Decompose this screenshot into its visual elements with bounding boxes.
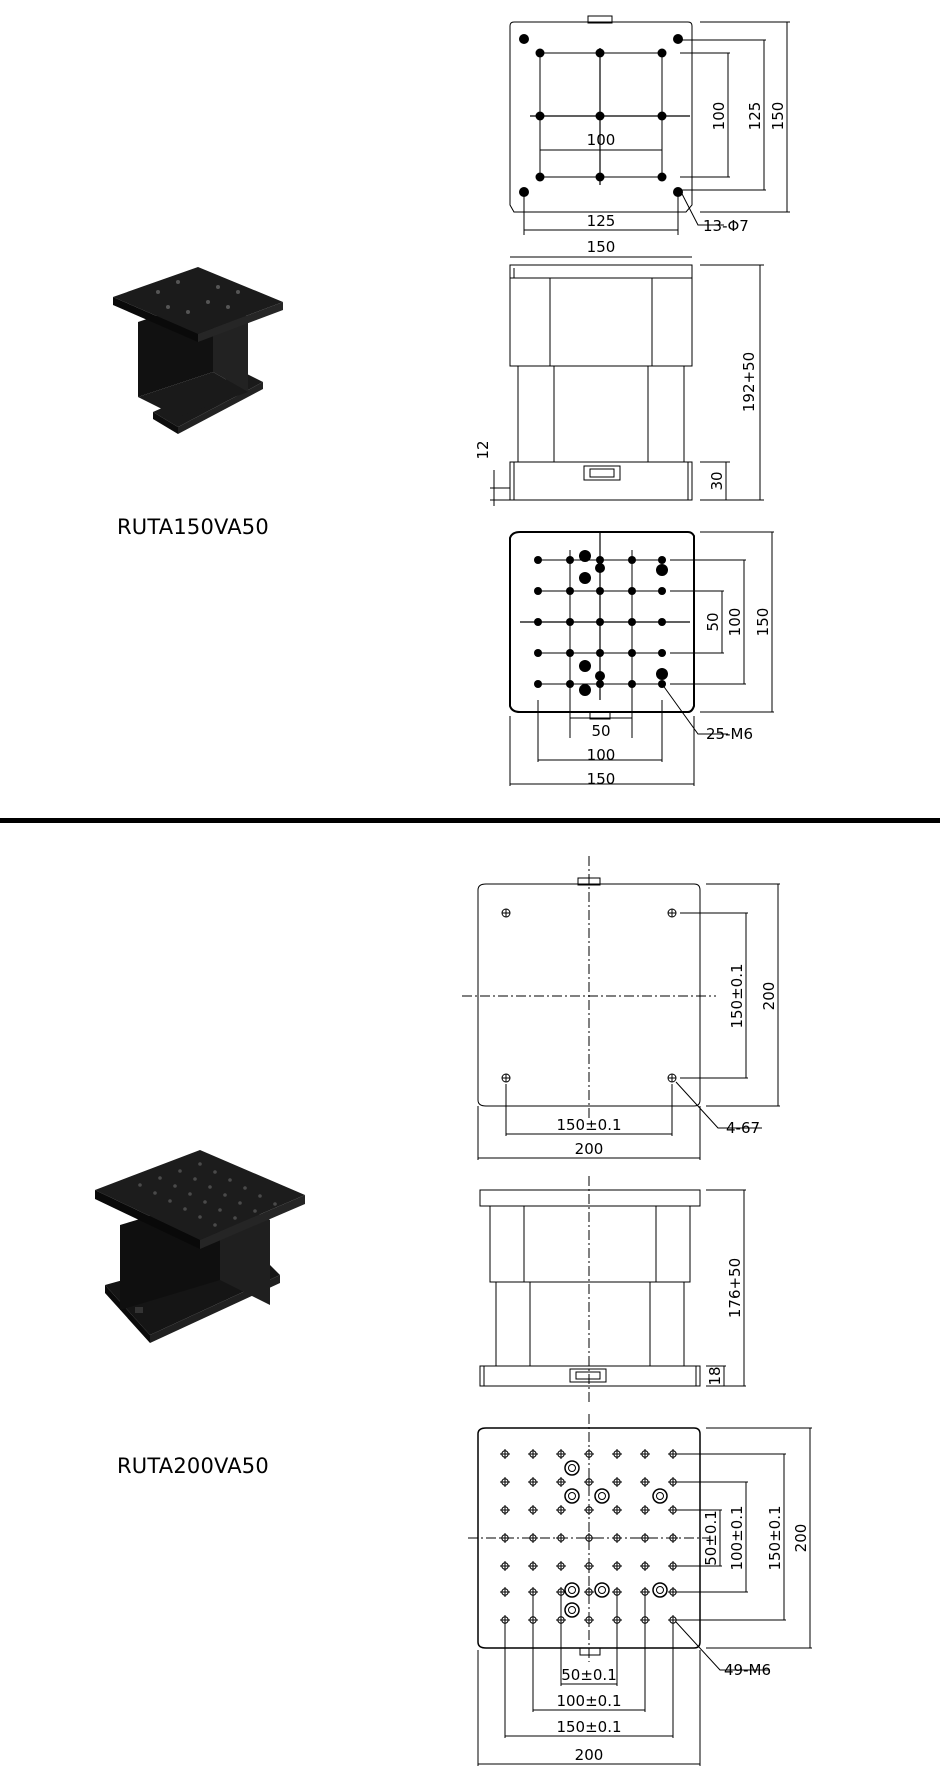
dim-top150-outer-h: 150 — [586, 238, 616, 256]
dim-top200-outer-v: 200 — [760, 981, 778, 1011]
large-mounting-hole — [595, 1489, 609, 1503]
large-mounting-hole — [565, 1489, 579, 1503]
bottom-view-150 — [510, 532, 774, 786]
holes-bot200: 49-M6 — [724, 1661, 771, 1679]
dim-bot150-mid-h: 100 — [586, 746, 616, 764]
dim-side200-base: 18 — [706, 1366, 724, 1386]
dim-bot150-mid-v: 100 — [726, 607, 744, 637]
dim-top150-outer-v: 150 — [769, 101, 787, 131]
dim-bot200-outer-v: 150±0.1 — [766, 1505, 784, 1571]
dim-bot200-inner-h: 50±0.1 — [561, 1666, 617, 1684]
dim-bot200-mid-v: 100±0.1 — [728, 1505, 746, 1571]
large-mounting-hole — [653, 1583, 667, 1597]
bottom-view-200 — [468, 1414, 812, 1766]
dim-top150-inner-h: 100 — [586, 131, 616, 149]
dim-bot150-inner-v: 50 — [704, 612, 722, 632]
dim-bot200-full-h: 200 — [574, 1746, 604, 1764]
dim-top200-outer-h: 200 — [574, 1140, 604, 1158]
dim-bot200-inner-v: 50±0.1 — [702, 1510, 720, 1566]
dim-bot150-outer-v: 150 — [754, 607, 772, 637]
dim-bot150-inner-h: 50 — [591, 722, 611, 740]
large-mounting-hole — [565, 1603, 579, 1617]
holes-top150: 13-Φ7 — [703, 217, 749, 235]
dim-side200-height: 176+50 — [726, 1257, 744, 1319]
large-mounting-hole — [653, 1489, 667, 1503]
model-name-ruta200: RUTA200VA50 — [117, 1454, 269, 1478]
dim-bot200-mid-h: 100±0.1 — [556, 1692, 622, 1710]
model-name-ruta150: RUTA150VA50 — [117, 515, 269, 539]
large-mounting-hole — [565, 1583, 579, 1597]
dim-bot200-outer-h: 150±0.1 — [556, 1718, 622, 1736]
side-view-150 — [490, 265, 764, 506]
large-mounting-hole — [565, 1461, 579, 1475]
dim-top150-mid-v: 125 — [746, 101, 764, 131]
dim-top200-inner-v: 150±0.1 — [728, 963, 746, 1029]
dim-bot200-full-v: 200 — [792, 1523, 810, 1553]
holes-top200: 4-67 — [726, 1119, 761, 1137]
dim-bot150-outer-h: 150 — [586, 770, 616, 788]
dim-top150-mid-h: 125 — [586, 212, 616, 230]
dim-side150-offset: 12 — [474, 440, 492, 460]
dim-side150-height: 192+50 — [740, 351, 758, 413]
dim-top200-inner-h: 150±0.1 — [556, 1116, 622, 1134]
large-mounting-hole — [595, 1583, 609, 1597]
holes-bot150: 25-M6 — [706, 725, 753, 743]
dim-top150-inner-v: 100 — [710, 101, 728, 131]
dim-side150-base: 30 — [708, 471, 726, 491]
